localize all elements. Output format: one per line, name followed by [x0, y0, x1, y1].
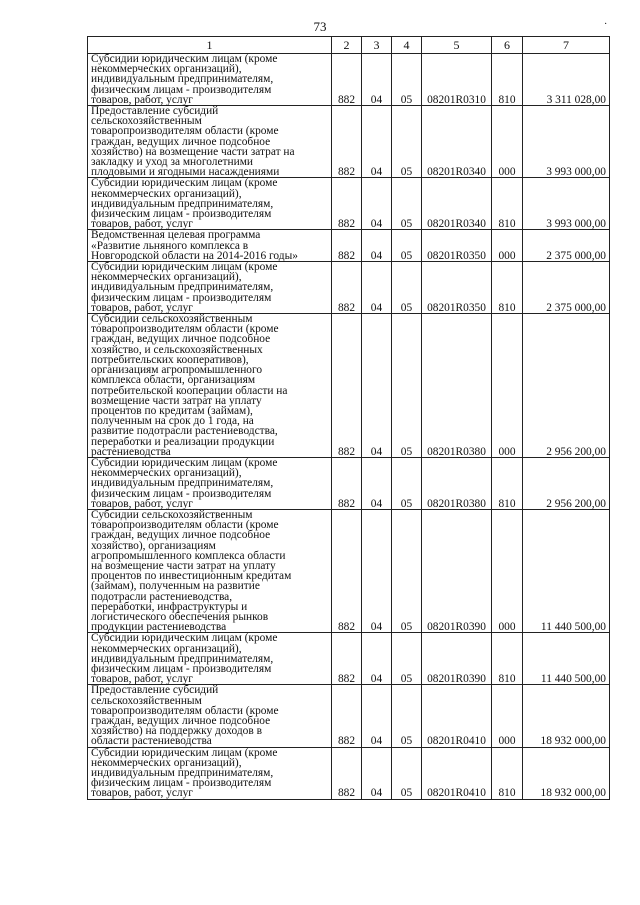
row-subsection-code: 05	[392, 314, 422, 458]
row-section-code: 04	[362, 178, 392, 230]
table-row	[88, 457, 610, 509]
row-subsection-code: 05	[392, 747, 422, 799]
row-section-code: 04	[362, 314, 392, 458]
table-row	[88, 106, 610, 178]
row-section-code: 04	[362, 747, 392, 799]
header-col-5: 5	[422, 37, 492, 54]
row-expense-type: 000	[492, 230, 523, 262]
row-name	[88, 457, 332, 509]
row-subsection-code: 05	[392, 178, 422, 230]
row-name-text: Субсидии юридическим лицам (кроме некоммерческих организаций), индивидуальным предпринимателям, физическим лицам - производителям товаров, работ, услуг	[91, 261, 278, 314]
row-ministry-code: 882	[332, 54, 362, 106]
page-number: 73	[313, 19, 327, 34]
row-target-code: 08201R0410	[422, 747, 492, 799]
row-target-code: 08201R0390	[422, 633, 492, 685]
row-section-code: 04	[362, 685, 392, 747]
row-section-code: 04	[362, 457, 392, 509]
row-amount: 2 956 200,00	[523, 457, 610, 509]
row-subsection-code: 05	[392, 262, 422, 314]
row-ministry-code: 882	[332, 314, 362, 458]
row-name-text: Субсидии юридическим лицам (кроме некоммерческих организаций), индивидуальным предпринимателям, физическим лицам - производителям товаров, работ, услуг	[91, 456, 278, 510]
row-name-text: Субсидии сельскохозяйственным товаропроизводителям области (кроме граждан, ведущих личное подсобное хозяйство, и сельскохозяйственных потребительских кооперативов), организациям агропромышленного комплекса области, организациям потребительской кооперации области на возмещение части затрат на уплату процентов по кредитам (займам), полученным на срок до 1 года, на развитие подотрасли растениеводства, переработки и реализации продукции растениеводства	[91, 313, 288, 458]
row-expense-type: 000	[492, 314, 523, 458]
row-ministry-code: 882	[332, 509, 362, 632]
row-name-text: Предоставление субсидий сельскохозяйственным товаропроизводителям области (кроме граждан, ведущих личное подсобное хозяйство) на возмещение части затрат на закладку и уход за многолетними плодовыми и ягодными насаждениями	[91, 105, 295, 179]
row-name	[88, 106, 332, 178]
row-subsection-code: 05	[392, 457, 422, 509]
row-expense-type: 810	[492, 457, 523, 509]
row-amount: 11 440 500,00	[523, 633, 610, 685]
header-col-3: 3	[362, 37, 392, 54]
row-amount: 2 375 000,00	[523, 262, 610, 314]
row-name	[88, 633, 332, 685]
table-row	[88, 747, 610, 799]
header-col-6: 6	[492, 37, 523, 54]
row-expense-type: 810	[492, 747, 523, 799]
row-section-code: 04	[362, 509, 392, 632]
row-subsection-code: 05	[392, 54, 422, 106]
row-target-code: 08201R0380	[422, 314, 492, 458]
row-ministry-code: 882	[332, 747, 362, 799]
row-subsection-code: 05	[392, 509, 422, 632]
row-target-code: 08201R0350	[422, 230, 492, 262]
row-target-code: 08201R0340	[422, 178, 492, 230]
row-amount: 11 440 500,00	[523, 509, 610, 632]
row-subsection-code: 05	[392, 685, 422, 747]
row-ministry-code: 882	[332, 230, 362, 262]
table-row	[88, 262, 610, 314]
row-target-code: 08201R0350	[422, 262, 492, 314]
row-name	[88, 230, 332, 262]
row-ministry-code: 882	[332, 633, 362, 685]
table-header-row	[88, 37, 610, 54]
table-row	[88, 685, 610, 747]
row-name	[88, 685, 332, 747]
row-name	[88, 54, 332, 106]
row-subsection-code: 05	[392, 633, 422, 685]
row-ministry-code: 882	[332, 685, 362, 747]
row-expense-type: 810	[492, 262, 523, 314]
row-target-code: 08201R0310	[422, 54, 492, 106]
table-row	[88, 509, 610, 632]
row-ministry-code: 882	[332, 262, 362, 314]
row-amount: 3 311 028,00	[523, 54, 610, 106]
row-name-text: Ведомственная целевая программа «Развитие льняного комплекса в Новгородской области на 2014-2016 годы»	[91, 229, 298, 262]
row-name	[88, 314, 332, 458]
row-name	[88, 509, 332, 632]
row-expense-type: 000	[492, 509, 523, 632]
row-target-code: 08201R0410	[422, 685, 492, 747]
header-col-1: 1	[88, 37, 332, 54]
row-name-text: Субсидии юридическим лицам (кроме некоммерческих организаций), индивидуальным предпринимателям, физическим лицам - производителям товаров, работ, услуг	[91, 53, 278, 106]
row-amount: 3 993 000,00	[523, 106, 610, 178]
row-expense-type: 810	[492, 178, 523, 230]
row-name	[88, 178, 332, 230]
row-name-text: Предоставление субсидий сельскохозяйственным товаропроизводителям области (кроме граждан, ведущих личное подсобное хозяйство) на поддержку доходов в области растениеводства	[91, 684, 279, 748]
row-ministry-code: 882	[332, 457, 362, 509]
budget-table	[87, 36, 610, 800]
scan-mark: ·	[604, 19, 608, 30]
row-expense-type: 810	[492, 633, 523, 685]
row-name-text: Субсидии юридическим лицам (кроме некоммерческих организаций), индивидуальным предпринимателям, физическим лицам - производителям товаров, работ, услуг	[91, 632, 278, 686]
row-section-code: 04	[362, 54, 392, 106]
table-row	[88, 633, 610, 685]
row-amount: 18 932 000,00	[523, 685, 610, 747]
table-row	[88, 178, 610, 230]
header-col-7: 7	[523, 37, 610, 54]
row-expense-type: 000	[492, 106, 523, 178]
row-target-code: 08201R0380	[422, 457, 492, 509]
row-name-text: Субсидии юридическим лицам (кроме некоммерческих организаций), индивидуальным предпринимателям, физическим лицам - производителям товаров, работ, услуг	[91, 177, 278, 231]
row-section-code: 04	[362, 106, 392, 178]
header-col-2: 2	[332, 37, 362, 54]
row-name	[88, 262, 332, 314]
row-section-code: 04	[362, 230, 392, 262]
row-ministry-code: 882	[332, 178, 362, 230]
row-expense-type: 000	[492, 685, 523, 747]
row-section-code: 04	[362, 633, 392, 685]
row-ministry-code: 882	[332, 106, 362, 178]
row-target-code: 08201R0340	[422, 106, 492, 178]
row-subsection-code: 05	[392, 230, 422, 262]
row-amount: 2 375 000,00	[523, 230, 610, 262]
header-col-4: 4	[392, 37, 422, 54]
row-amount: 2 956 200,00	[523, 314, 610, 458]
row-section-code: 04	[362, 262, 392, 314]
row-name-text: Субсидии юридическим лицам (кроме некоммерческих организаций), индивидуальным предпринимателям, физическим лицам - производителям товаров, работ, услуг	[91, 746, 278, 800]
row-subsection-code: 05	[392, 106, 422, 178]
row-expense-type: 810	[492, 54, 523, 106]
row-name	[88, 747, 332, 799]
row-name-text: Субсидии сельскохозяйственным товаропроизводителям области (кроме граждан, ведущих личное подсобное хозяйство), организациям агропромышленного комплекса области на возмещение части затрат на уплату процентов по инвестиционным кредитам (займам), полученным на развитие подотрасли растениеводства, переработки, инфраструктуры и логистического обеспечения рынков продукции растениеводства	[91, 508, 292, 634]
row-amount: 18 932 000,00	[523, 747, 610, 799]
table-row	[88, 314, 610, 458]
table-row	[88, 230, 610, 262]
table-row	[88, 54, 610, 106]
row-target-code: 08201R0390	[422, 509, 492, 632]
row-amount: 3 993 000,00	[523, 178, 610, 230]
